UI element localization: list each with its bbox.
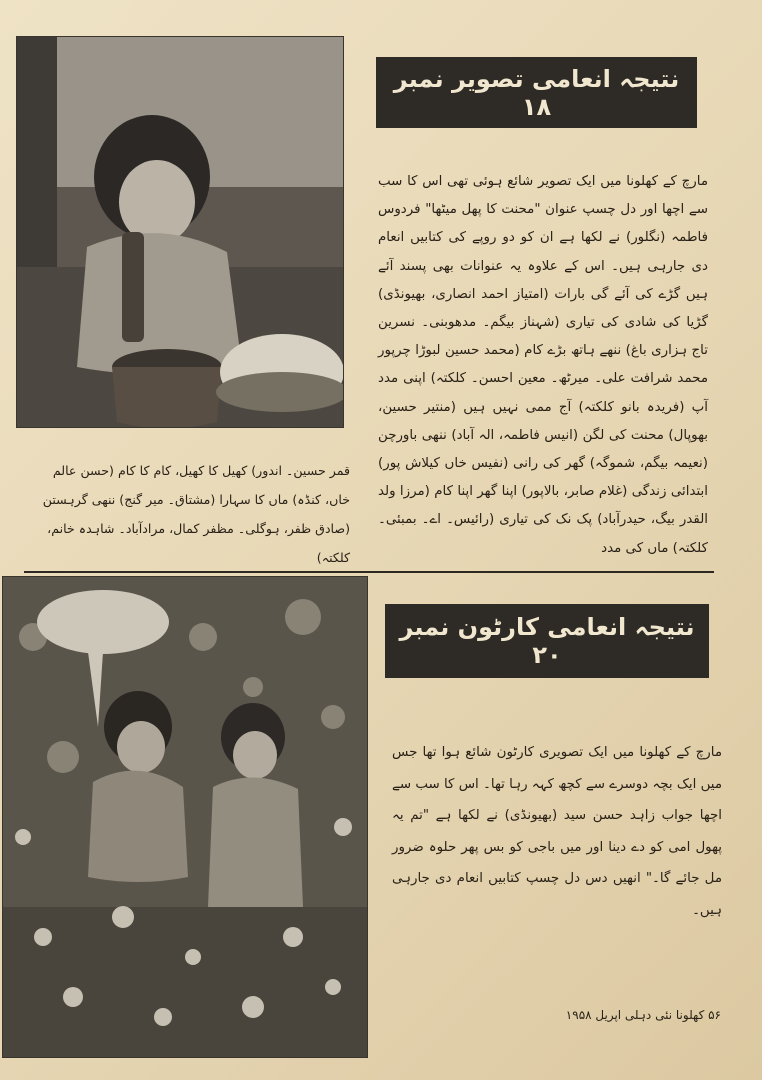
page-footer: ۵۶ کھلونا نئی دہلی اپریل ۱۹۵۸ [565,1008,721,1022]
section1-caption [28,456,350,572]
section-divider [24,571,714,573]
section1-body [378,168,708,556]
photo-children-in-flowers [2,576,368,1058]
section1-caption-text: قمر حسین۔ اندور) کھیل کا کھیل، کام کا کام (حسن عالم خاں، کنڈہ) ماں کا سہارا (مشتاق۔ میر گنج) ننھی گرہستن (صادق ظفر، ہوگلی۔ مظفر کمال، مرادآباد۔ شاہدہ خانم، کلکتہ) [42,463,350,565]
photo-girl-illustration [17,37,343,427]
section2-body [392,737,722,937]
section1-body-text: مارچ کے کھلونا میں ایک تصویر شائع ہوئی تھی اس کا سب سے اچھا اور دل چسپ عنوان "محنت کا پھل میٹھا" فردوس فاطمہ (نگلور) نے لکھا ہے ان کو دو روپے کی کتابیں انعام دی جارہی ہیں۔ اس کے علاوہ یہ عنوانات بھی پسند آئے ہیں گڑے کی آئے گی بارات (امتیاز احمد انصاری، بھیونڈی) گڑیا کی شادی کی تیاری (شہناز بیگم۔ مدھوبنی۔ نسرین تاج ہزاری باغ) ننھے ہاتھ بڑے کام (محمد حسین لبوڑا چرپور محمد شرافت علی۔ میرٹھ۔ معین احسن۔ کلکتہ) اپنی مدد آپ (فریدہ بانو کلکتہ) آج ممی نہیں ہیں (منتیر حسین، بھوپال) محنت کی لگن (انیس فاطمہ، الہ آباد) ننھی باورچن (نعیمہ بیگم، شموگہ) گھر کی رانی (نفیس خاں کیلاش پور) ابتدائی زندگی (غلام صابر، بالاپور) اپنا گھر اپنا کام (مرزا ولد القدر بیگ، حیدرآباد) پک نک کی تیاری (رائیس۔ اے۔ بمبئی۔ کلکتہ) ماں کی مدد [378,174,708,556]
photo-children-illustration [3,577,367,1057]
section1-title [376,57,697,128]
section2-title [385,604,709,678]
section2-body-text: مارچ کے کھلونا میں ایک تصویری کارٹون شائع ہوا تھا جس میں ایک بچہ دوسرے سے کچھ کہہ رہا تھا۔ اس کا سب سے اچھا جواب زاہد حسن سید (بھیونڈی) نے لکھا ہے "تم یہ پھول امی کو دے دینا اور میں باجی کو بس پھر حلوہ ضرور مل جائے گا۔" انھیں دس دل چسپ کتابیں انعام دی جارہی ہیں۔ [392,745,722,918]
photo-girl-with-mortar [16,36,344,428]
section1-title-text: نتیجہ انعامی تصویر نمبر ۱۸ [393,64,680,121]
section2-title-text: نتیجہ انعامی کارٹون نمبر ۲۰ [399,613,695,669]
